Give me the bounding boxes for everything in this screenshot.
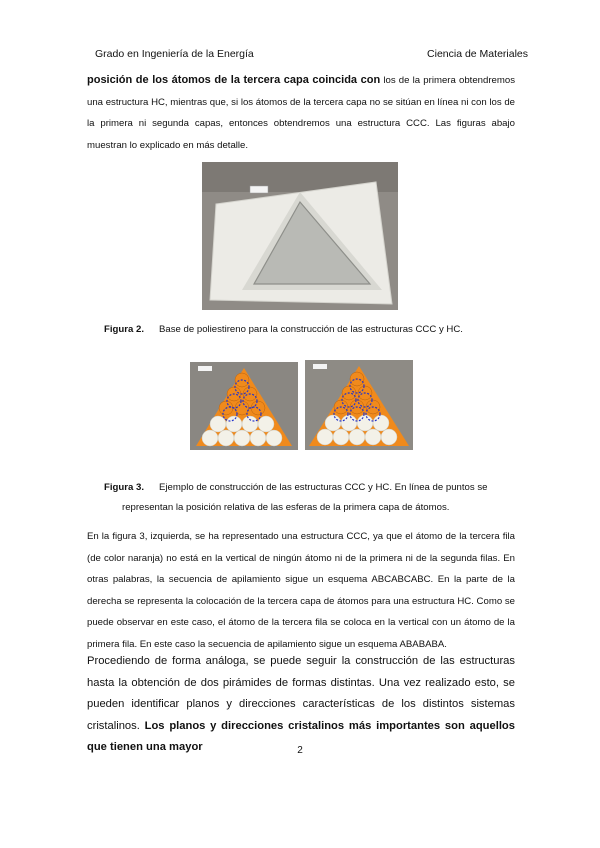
figure-2-caption [104, 320, 524, 340]
figure-3-text-1: Ejemplo de construcción de las estructuras CCC y HC. En línea de puntos se [159, 482, 488, 493]
figure-3-caption [104, 478, 516, 518]
page-number: 2 [297, 745, 303, 756]
body-paragraph: En la figura 3, izquierda, se ha representado una estructura CCC, ya que el átomo de la tercera fila (de color naranja) no está en la vertical de ningún átomo ni de la primera ni de la segunda filas. En otras palabras, la secuencia de apilamiento sigue un esquema ABCABCABC. En la parte de la derecha se representa la colocación de la tercera capa de átomos para una estructura HC. Como se puede observar en este caso, el átomo de la tercera fila se coloca en la vertical con un átomo de la primera fila. En este caso la secuencia de apilamiento sigue un esquema ABABABA. [87, 531, 515, 650]
header-right: Ciencia de Materiales [427, 48, 528, 60]
figure-3-right-image [305, 360, 413, 450]
header-left: Grado en Ingeniería de la Energía [95, 48, 254, 60]
ccc-structure-photo [190, 362, 298, 450]
final-paragraph-bold: Los planos y direcciones cristalinos más importantes son aquellos que tienen una mayor [87, 719, 515, 753]
intro-bold: posición de los átomos de la tercera capa coincida con [87, 74, 381, 86]
figure-3-caption-line1 [104, 478, 516, 498]
hc-structure-photo [305, 360, 413, 450]
final-paragraph-normal: Procediendo de forma análoga, se puede seguir la construcción de las estructuras hasta la obtención de dos pirámides de formas distintas. Una vez realizado esto, se pueden identificar planos y direcciones características de los distintos sistemas cristalinos. [87, 655, 515, 732]
figure-2-image [202, 162, 398, 310]
figure-3-caption-line2: representan la posición relativa de las esferas de la primera capa de átomos. [122, 502, 450, 513]
intro-paragraph [87, 70, 515, 156]
figure-3-left-image [190, 362, 298, 450]
final-paragraph [87, 651, 515, 759]
styrofoam-base-photo [202, 162, 398, 310]
intro-rest: los de la primera obtendremos una estructura HC, mientras que, si los átomos de la tercera capa no se sitúan en línea ni con los de la primera ni segunda capas, entonces obtendremos una estructura CCC. Las figuras abajo muestran lo explicado en más detalle. [87, 75, 515, 151]
figure-2-text: Base de poliestireno para la construcción de las estructuras CCC y HC. [159, 324, 463, 335]
figure-2-label: Figura 2. [104, 324, 144, 335]
figure-3-label: Figura 3. [104, 482, 144, 493]
